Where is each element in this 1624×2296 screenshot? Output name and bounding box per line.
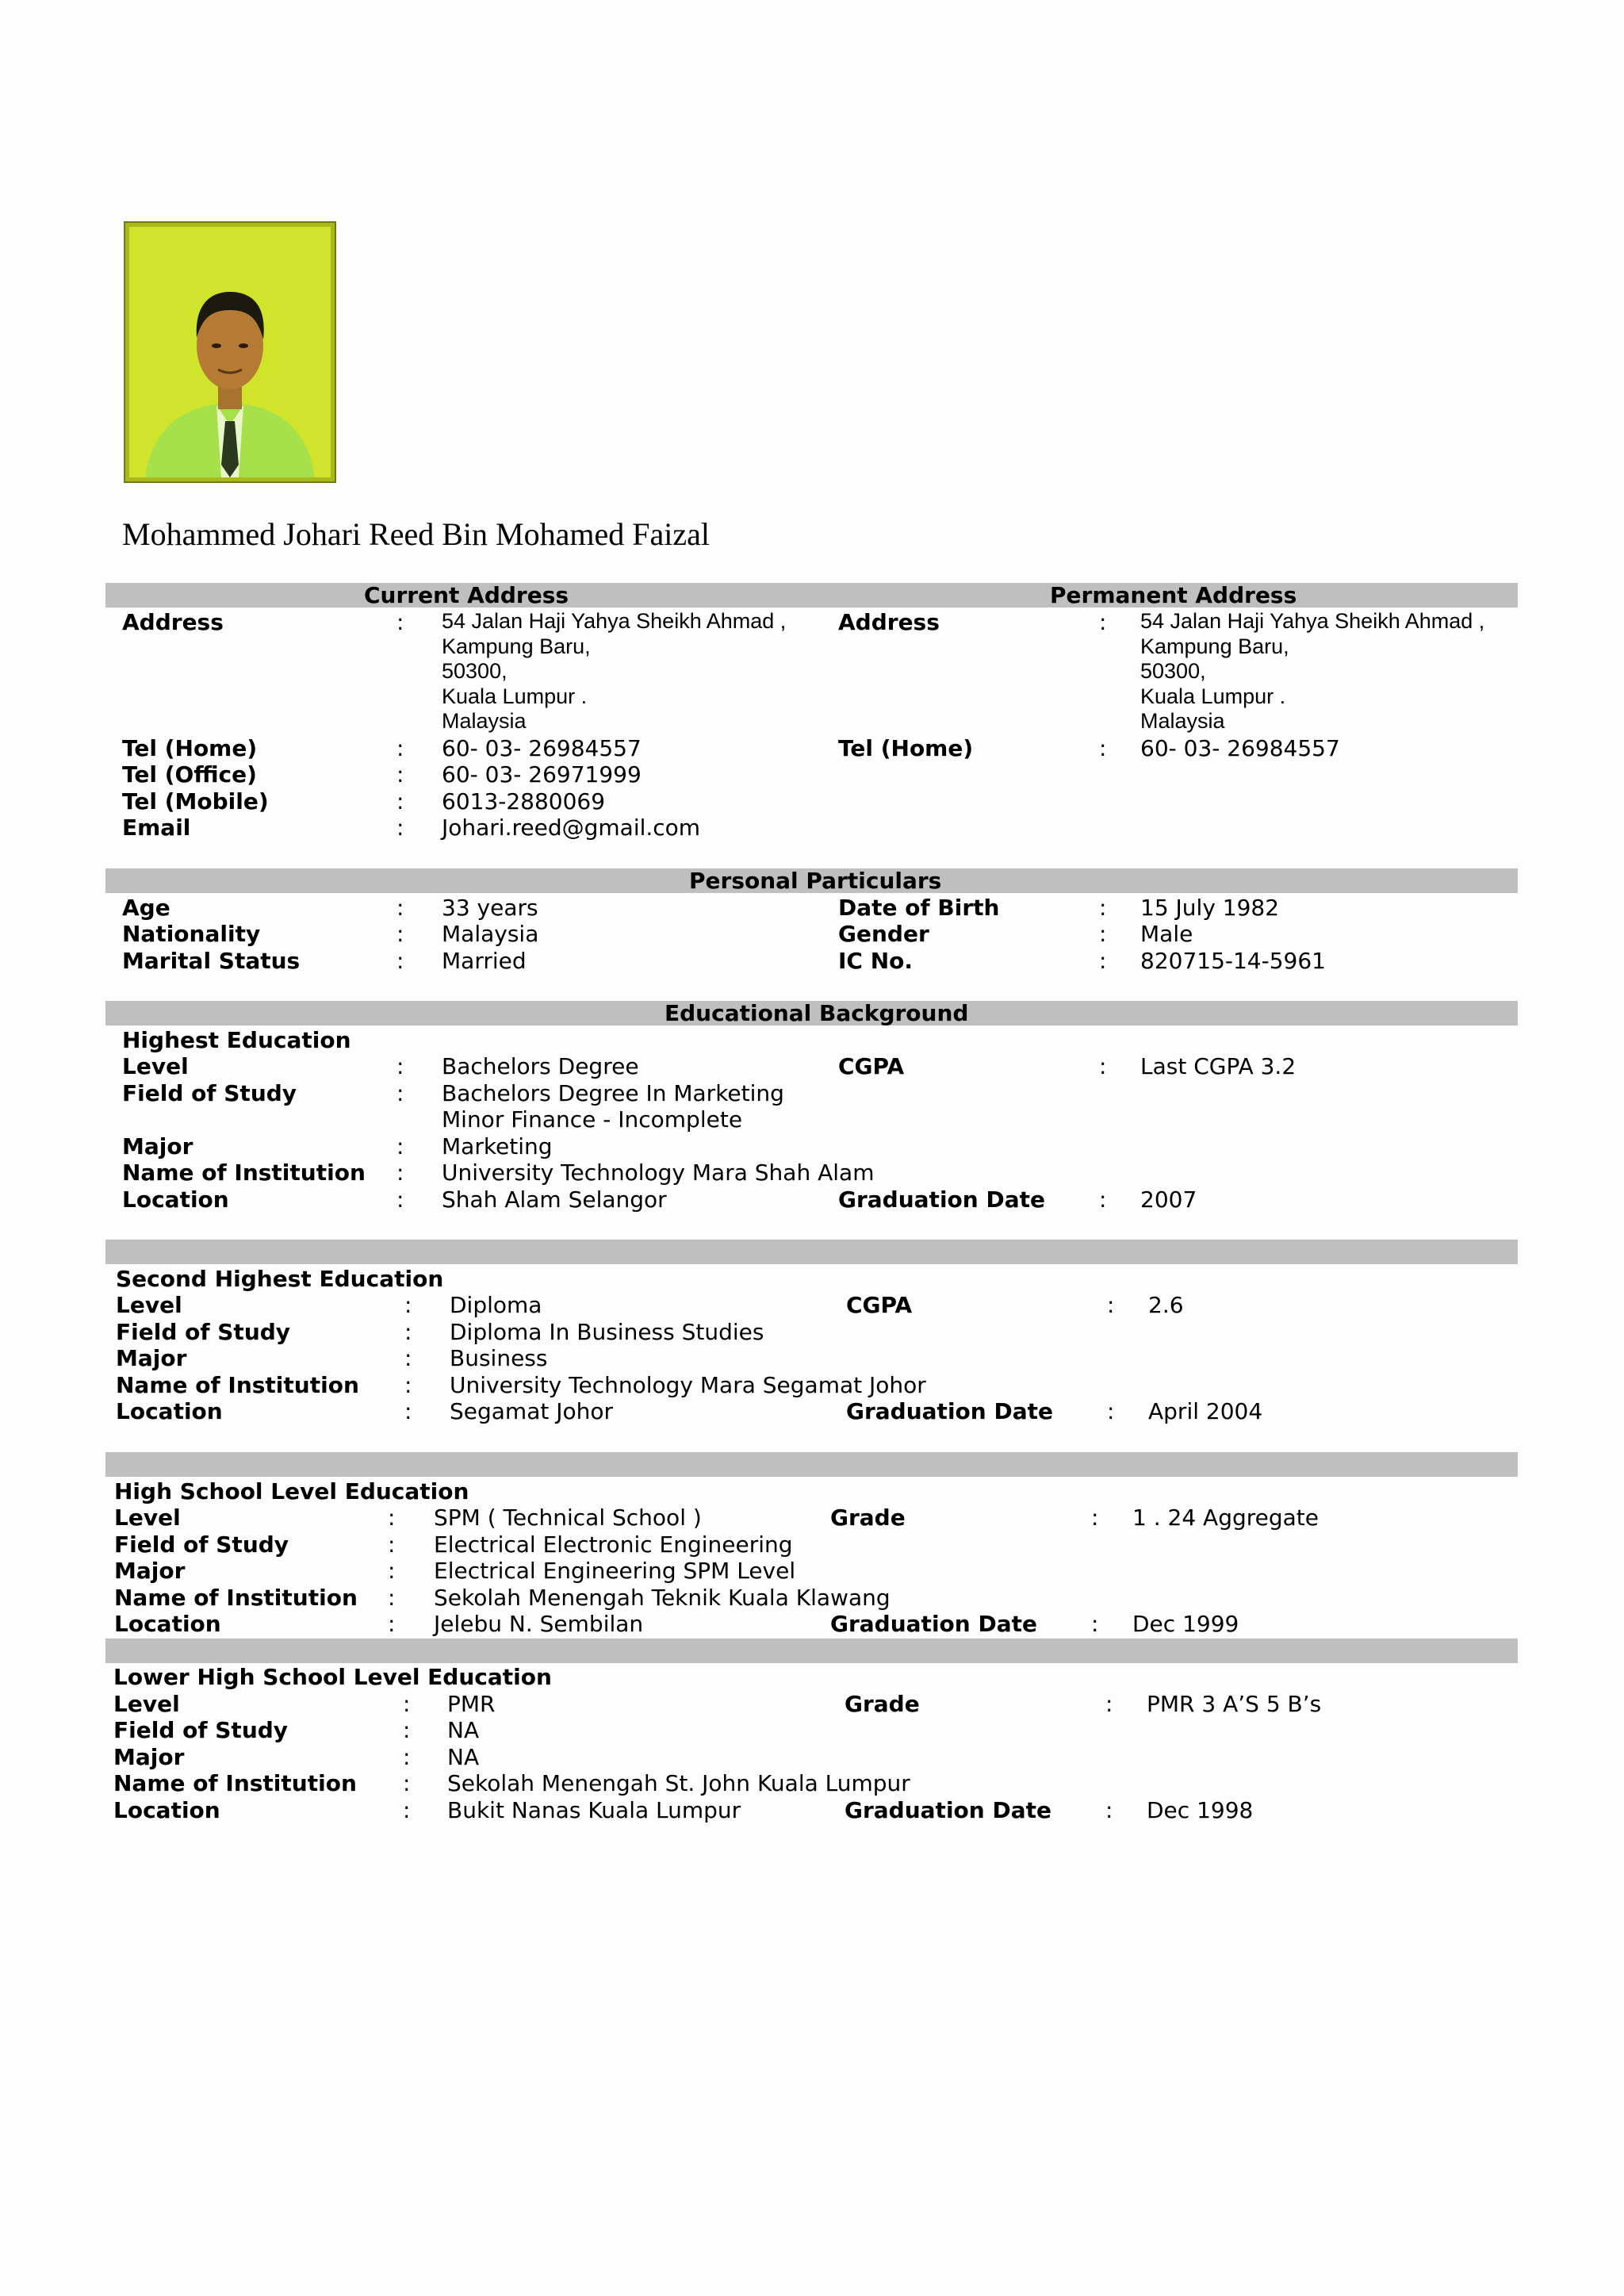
level-label: Level	[116, 1292, 182, 1318]
location-label: Location	[113, 1797, 220, 1823]
colon: :	[1105, 1691, 1113, 1717]
grad-date-label: Graduation Date	[845, 1797, 1051, 1823]
colon: :	[404, 1292, 412, 1318]
highest-major-value: Marketing	[442, 1133, 553, 1159]
colon: :	[1099, 948, 1107, 974]
colon: :	[396, 1159, 404, 1186]
high-school-level-value: SPM ( Technical School )	[434, 1504, 702, 1531]
colon: :	[1099, 921, 1107, 947]
colon: :	[403, 1770, 411, 1796]
institution-label: Name of Institution	[116, 1372, 359, 1398]
highest-cgpa-value: Last CGPA 3.2	[1140, 1053, 1297, 1079]
lower-school-grad-date-value: Dec 1998	[1147, 1797, 1254, 1823]
person-portrait-icon	[129, 227, 331, 477]
field-label: Field of Study	[114, 1531, 289, 1558]
high-school-location-value: Jelebu N. Sembilan	[434, 1611, 644, 1637]
location-label: Location	[114, 1611, 221, 1637]
section-divider	[105, 1452, 1518, 1477]
lower-school-major-value: NA	[447, 1744, 480, 1770]
personal-section-header	[105, 868, 1518, 893]
lower-school-institution-value: Sekolah Menengah St. John Kuala Lumpur	[447, 1770, 910, 1796]
current-address-title: Current Address	[364, 582, 569, 608]
candidate-name: Mohammed Johari Reed Bin Mohamed Faizal	[122, 516, 710, 552]
colon: :	[388, 1611, 396, 1637]
highest-grad-date-value: 2007	[1140, 1186, 1197, 1213]
second-cgpa-value: 2.6	[1148, 1292, 1184, 1318]
address-label: Address	[122, 609, 224, 635]
marital-label: Marital Status	[122, 948, 301, 974]
education-section-header	[105, 1001, 1518, 1025]
colon: :	[403, 1744, 411, 1770]
dob-value: 15 July 1982	[1140, 895, 1280, 921]
colon: :	[1105, 1797, 1113, 1823]
grade-label: Grade	[845, 1691, 920, 1717]
colon: :	[1107, 1398, 1115, 1424]
nationality-label: Nationality	[122, 921, 261, 947]
major-label: Major	[116, 1345, 187, 1371]
second-grad-date-value: April 2004	[1148, 1398, 1263, 1424]
colon: :	[396, 1133, 404, 1159]
field-label: Field of Study	[122, 1080, 297, 1106]
colon: :	[396, 1080, 404, 1106]
colon: :	[403, 1691, 411, 1717]
colon: :	[396, 1053, 404, 1079]
colon: :	[396, 1186, 404, 1213]
colon: :	[1107, 1292, 1115, 1318]
permanent-address-title: Permanent Address	[1050, 582, 1297, 608]
field-label: Field of Study	[116, 1319, 291, 1345]
institution-label: Name of Institution	[122, 1159, 366, 1186]
cgpa-label: CGPA	[846, 1292, 913, 1318]
colon: :	[396, 609, 404, 635]
second-location-value: Segamat Johor	[450, 1398, 614, 1424]
colon: :	[396, 761, 404, 788]
ic-label: IC No.	[838, 948, 914, 974]
profile-photo	[125, 223, 335, 481]
email-value: Johari.reed@gmail.com	[442, 815, 701, 841]
colon: :	[396, 735, 404, 761]
age-label: Age	[122, 895, 170, 921]
high-school-field-value: Electrical Electronic Engineering	[434, 1531, 793, 1558]
high-school-heading: High School Level Education	[114, 1478, 469, 1504]
tel-home-value: 60- 03- 26984557	[442, 735, 642, 761]
colon: :	[404, 1398, 412, 1424]
location-label: Location	[116, 1398, 223, 1424]
colon: :	[396, 815, 404, 841]
colon: :	[404, 1319, 412, 1345]
lower-school-field-value: NA	[447, 1717, 480, 1743]
tel-office-label: Tel (Office)	[122, 761, 257, 788]
high-school-major-value: Electrical Engineering SPM Level	[434, 1558, 796, 1584]
colon: :	[388, 1558, 396, 1584]
lower-school-level-value: PMR	[447, 1691, 496, 1717]
institution-label: Name of Institution	[114, 1585, 358, 1611]
current-address-value: 54 Jalan Haji Yahya Sheikh Ahmad , Kampung Baru, 50300, Kuala Lumpur . Malaysia	[442, 609, 787, 733]
high-school-grade-value: 1 . 24 Aggregate	[1132, 1504, 1320, 1531]
location-label: Location	[122, 1186, 229, 1213]
colon: :	[404, 1372, 412, 1398]
high-school-institution-value: Sekolah Menengah Teknik Kuala Klawang	[434, 1585, 891, 1611]
highest-field-value: Bachelors Degree In Marketing	[442, 1080, 784, 1106]
section-divider	[105, 1240, 1518, 1264]
colon: :	[1099, 609, 1107, 635]
grad-date-label: Graduation Date	[830, 1611, 1037, 1637]
highest-institution-value: University Technology Mara Shah Alam	[442, 1159, 875, 1186]
colon: :	[388, 1585, 396, 1611]
personal-title: Personal Particulars	[689, 868, 942, 894]
grade-label: Grade	[830, 1504, 906, 1531]
colon: :	[396, 788, 404, 815]
colon: :	[396, 921, 404, 947]
address-section-header	[105, 583, 1518, 608]
institution-label: Name of Institution	[113, 1770, 357, 1796]
tel-mobile-label: Tel (Mobile)	[122, 788, 269, 815]
colon: :	[396, 948, 404, 974]
second-field-value: Diploma In Business Studies	[450, 1319, 764, 1345]
ic-value: 820715-14-5961	[1140, 948, 1326, 974]
colon: :	[388, 1531, 396, 1558]
second-major-value: Business	[450, 1345, 548, 1371]
tel-home-label: Tel (Home)	[122, 735, 258, 761]
major-label: Major	[113, 1744, 185, 1770]
colon: :	[403, 1797, 411, 1823]
colon: :	[1099, 735, 1107, 761]
colon: :	[1099, 1186, 1107, 1213]
grad-date-label: Graduation Date	[838, 1186, 1045, 1213]
colon: :	[388, 1504, 396, 1531]
highest-field-value-2: Minor Finance - Incomplete	[442, 1106, 743, 1133]
section-divider	[105, 1639, 1518, 1663]
nationality-value: Malaysia	[442, 921, 539, 947]
permanent-address-value: 54 Jalan Haji Yahya Sheikh Ahmad , Kampung Baru, 50300, Kuala Lumpur . Malaysia	[1140, 609, 1485, 733]
dob-label: Date of Birth	[838, 895, 1000, 921]
education-title: Educational Background	[665, 1000, 969, 1026]
marital-value: Married	[442, 948, 527, 974]
level-label: Level	[114, 1504, 181, 1531]
tel-office-value: 60- 03- 26971999	[442, 761, 642, 788]
gender-value: Male	[1140, 921, 1193, 947]
second-level-value: Diploma	[450, 1292, 542, 1318]
colon: :	[396, 895, 404, 921]
email-label: Email	[122, 815, 191, 841]
colon: :	[1099, 895, 1107, 921]
colon: :	[1091, 1504, 1099, 1531]
lower-school-location-value: Bukit Nanas Kuala Lumpur	[447, 1797, 741, 1823]
field-label: Field of Study	[113, 1717, 289, 1743]
permanent-tel-home-label: Tel (Home)	[838, 735, 974, 761]
major-label: Major	[114, 1558, 186, 1584]
second-education-heading: Second Highest Education	[116, 1266, 444, 1292]
colon: :	[1099, 1053, 1107, 1079]
permanent-address-label: Address	[838, 609, 940, 635]
lower-school-heading: Lower High School Level Education	[113, 1664, 552, 1690]
level-label: Level	[122, 1053, 189, 1079]
highest-location-value: Shah Alam Selangor	[442, 1186, 667, 1213]
age-value: 33 years	[442, 895, 538, 921]
tel-mobile-value: 6013-2880069	[442, 788, 606, 815]
gender-label: Gender	[838, 921, 929, 947]
major-label: Major	[122, 1133, 193, 1159]
permanent-tel-home-value: 60- 03- 26984557	[1140, 735, 1340, 761]
cgpa-label: CGPA	[838, 1053, 905, 1079]
colon: :	[403, 1717, 411, 1743]
high-school-grad-date-value: Dec 1999	[1132, 1611, 1239, 1637]
grad-date-label: Graduation Date	[846, 1398, 1053, 1424]
highest-education-heading: Highest Education	[122, 1027, 351, 1053]
level-label: Level	[113, 1691, 180, 1717]
colon: :	[1091, 1611, 1099, 1637]
colon: :	[404, 1345, 412, 1371]
lower-school-grade-value: PMR 3 A’S 5 B’s	[1147, 1691, 1322, 1717]
second-institution-value: University Technology Mara Segamat Johor	[450, 1372, 926, 1398]
highest-level-value: Bachelors Degree	[442, 1053, 639, 1079]
